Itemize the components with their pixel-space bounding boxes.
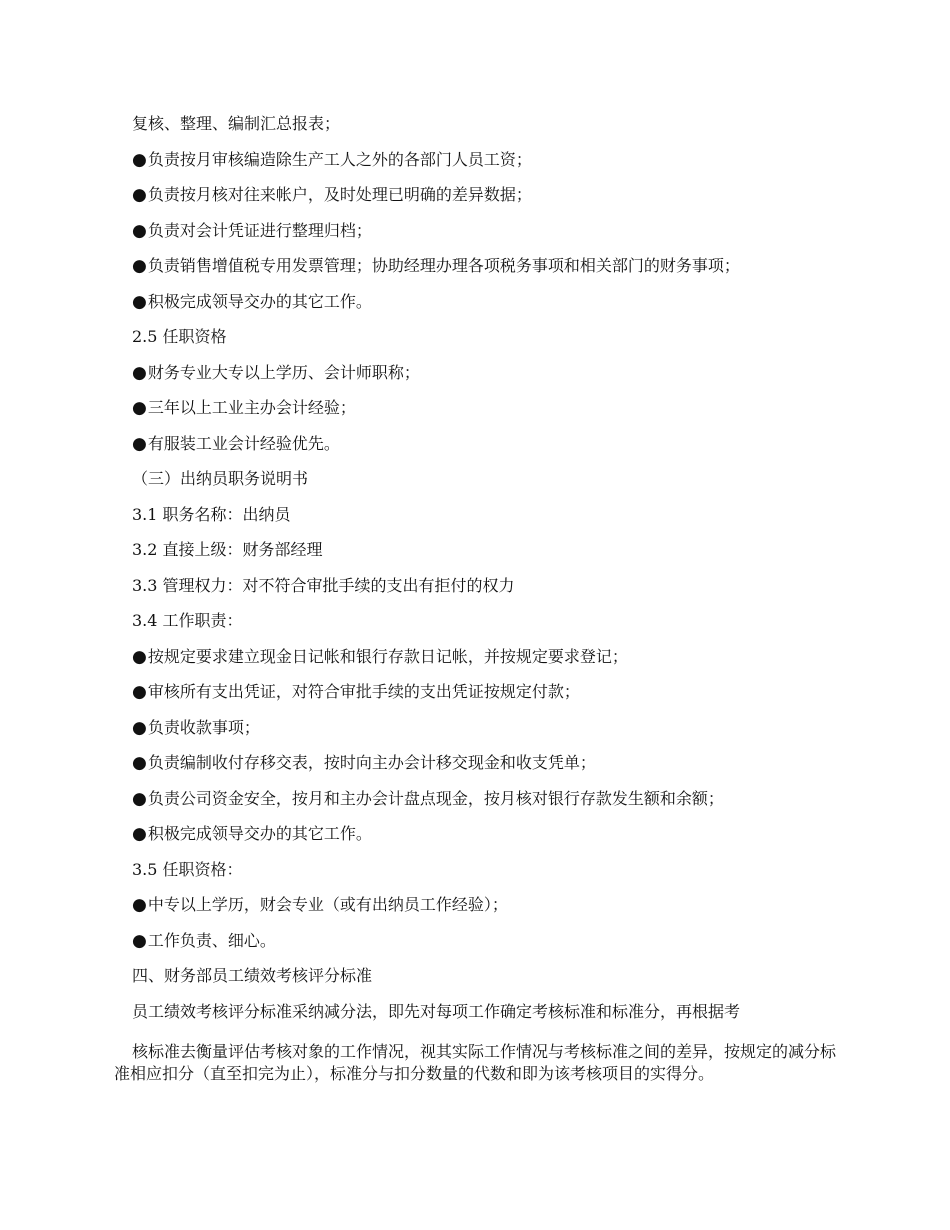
line-text: 复核、整理、编制汇总报表；	[132, 114, 341, 133]
bullet-item	[132, 682, 580, 702]
bullet-icon: ●	[132, 150, 147, 170]
text-line	[132, 576, 515, 596]
bullet-item	[132, 789, 724, 809]
bullet-item	[132, 647, 628, 667]
line-text: 中专以上学历，财会专业（或有出纳员工作经验）；	[147, 895, 508, 914]
text-line	[132, 327, 227, 347]
bullet-icon: ●	[132, 824, 147, 844]
bullet-icon: ●	[132, 256, 147, 276]
line-text: 负责编制收付存移交表，按时向主办会计移交现金和收支凭单；	[147, 753, 596, 772]
bullet-item	[132, 824, 372, 844]
line-text: 积极完成领导交办的其它工作。	[147, 292, 372, 311]
bullet-icon: ●	[132, 434, 147, 454]
line-text: 工作负责、细心。	[147, 931, 276, 950]
line-text: 有服装工业会计经验优先。	[147, 434, 340, 453]
line-text: （三）出纳员职务说明书	[132, 469, 309, 488]
bullet-item	[132, 221, 372, 241]
bullet-item	[132, 931, 276, 951]
bullet-item	[132, 363, 420, 383]
bullet-item	[132, 256, 740, 276]
bullet-item	[132, 753, 596, 773]
text-line	[132, 611, 243, 631]
bullet-icon: ●	[132, 682, 147, 702]
line-text: 负责销售增值税专用发票管理；协助经理办理各项税务事项和相关部门的财务事项；	[147, 256, 740, 275]
text-line	[132, 540, 323, 560]
bullet-icon: ●	[132, 718, 147, 738]
bullet-item	[132, 718, 260, 738]
bullet-icon: ●	[132, 895, 147, 915]
text-line	[132, 860, 243, 880]
line-text: 负责收款事项；	[147, 718, 260, 737]
bullet-icon: ●	[132, 647, 147, 667]
bullet-item	[132, 150, 532, 170]
bullet-icon: ●	[132, 221, 147, 241]
text-line	[132, 505, 291, 525]
bullet-icon: ●	[132, 398, 147, 418]
bullet-icon: ●	[132, 292, 147, 312]
bullet-icon: ●	[132, 363, 147, 383]
line-text: 负责按月审核编造除生产工人之外的各部门人员工资；	[147, 150, 532, 169]
text-line	[132, 114, 340, 134]
line-text: 四、财务部员工绩效考核评分标准	[132, 966, 373, 985]
line-text: 财务专业大专以上学历、会计师职称；	[147, 363, 420, 382]
bullet-icon: ●	[132, 931, 147, 951]
bullet-item	[132, 292, 372, 312]
line-text: 负责按月核对往来帐户，及时处理已明确的差异数据；	[147, 185, 532, 204]
bullet-item	[132, 895, 508, 915]
line-text: 员工绩效考核评分标准采纳减分法，即先对每项工作确定考核标准和标准分，再根据考	[132, 1002, 741, 1021]
line-text: 负责公司资金安全，按月和主办会计盘点现金，按月核对银行存款发生额和余额；	[147, 789, 724, 808]
line-text: 3.1 职务名称：出纳员	[132, 505, 291, 524]
line-text: 3.4 工作职责：	[132, 611, 243, 630]
line-text: 3.5 任职资格：	[132, 860, 243, 879]
line-text: 审核所有支出凭证，对符合审批手续的支出凭证按规定付款；	[147, 682, 580, 701]
line-text: 按规定要求建立现金日记帐和银行存款日记帐，并按规定要求登记；	[147, 647, 628, 666]
text-line	[132, 966, 372, 986]
line-text: 3.3 管理权力：对不符合审批手续的支出有拒付的权力	[132, 576, 515, 595]
bullet-item	[132, 398, 356, 418]
bullet-icon: ●	[132, 753, 147, 773]
bullet-icon: ●	[132, 185, 147, 205]
line-text: 3.2 直接上级：财务部经理	[132, 540, 323, 559]
line-text: 负责对会计凭证进行整理归档；	[147, 221, 372, 240]
line-text: 三年以上工业主办会计经验；	[147, 398, 356, 417]
text-line	[132, 469, 308, 489]
line-text: 2.5 任职资格	[132, 327, 227, 346]
final-paragraph: 核标准去衡量评估考核对象的工作情况，视其实际工作情况与考核标准之间的差异，按规定的减分标准相应扣分（直至扣完为止），标准分与扣分数量的代数和即为该考核项目的实得分。	[114, 1042, 837, 1083]
bullet-item	[132, 434, 340, 454]
bullet-icon: ●	[132, 789, 147, 809]
line-text: 积极完成领导交办的其它工作。	[147, 824, 372, 843]
bullet-item	[132, 185, 532, 205]
text-line	[132, 1002, 740, 1022]
